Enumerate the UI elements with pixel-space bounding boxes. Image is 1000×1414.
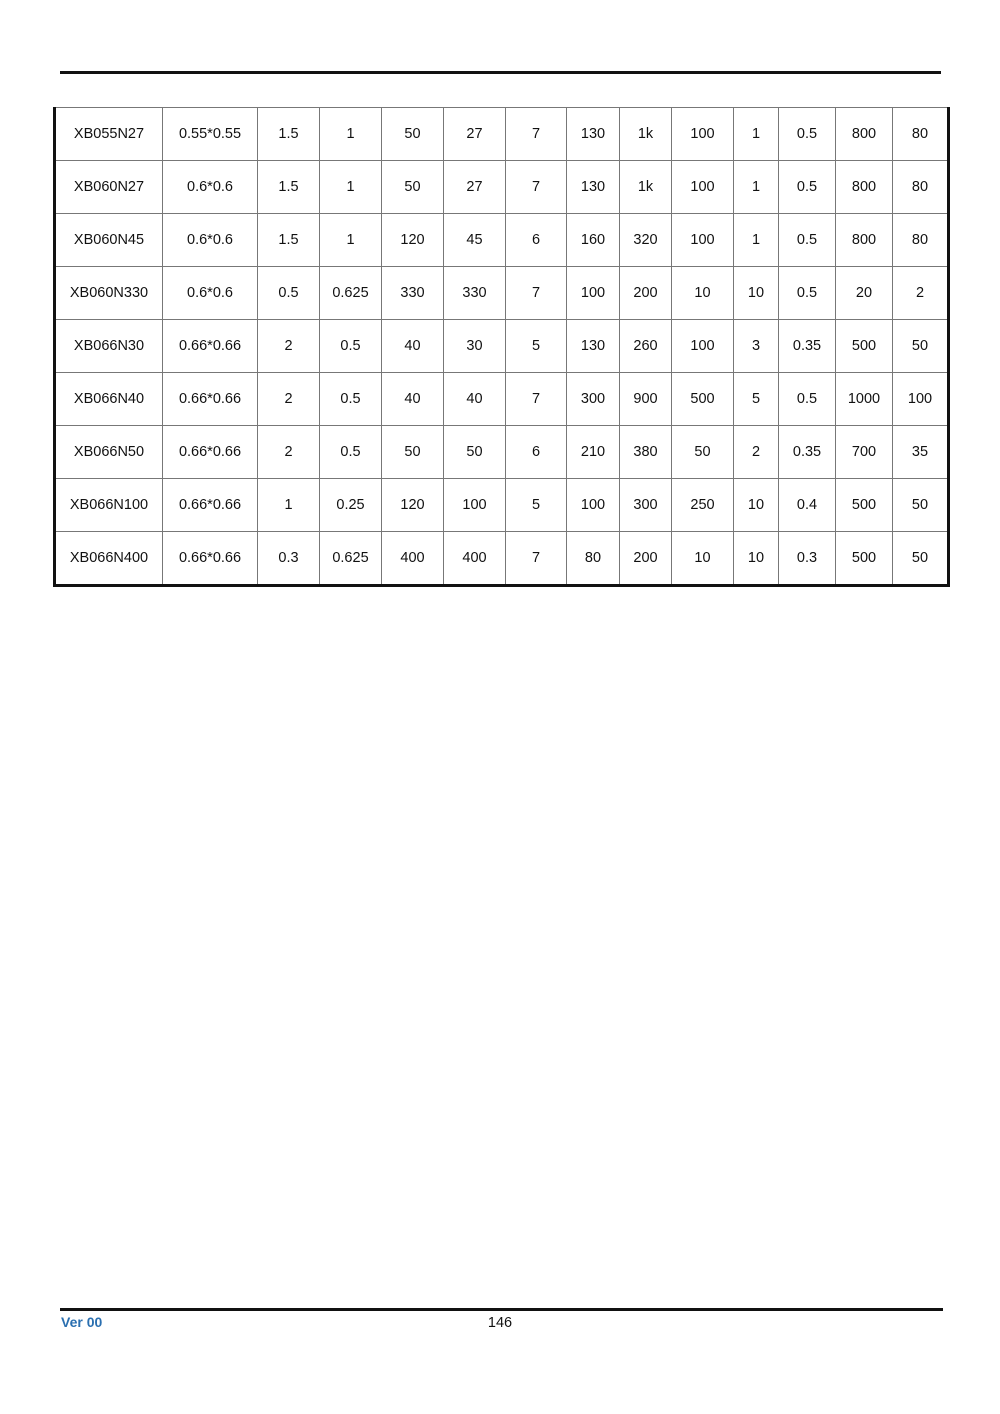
part-number-cell: XB066N30 [55,320,163,373]
table-cell: 210 [567,426,620,479]
table-cell: 400 [444,532,506,586]
table-cell: 0.625 [320,532,382,586]
table-cell: 5 [506,479,567,532]
spec-table [53,107,950,587]
table-cell: 20 [836,267,893,320]
table-cell: 1k [620,108,672,161]
table-cell: 10 [734,479,779,532]
table-cell: 0.5 [320,373,382,426]
table-cell: 7 [506,532,567,586]
table-row [55,161,949,214]
table-cell: 2 [258,320,320,373]
table-cell: 1 [320,214,382,267]
table-cell: 400 [382,532,444,586]
table-cell: 50 [444,426,506,479]
table-cell: 50 [382,426,444,479]
table-cell: 500 [672,373,734,426]
table-cell: 320 [620,214,672,267]
table-cell: 0.5 [320,426,382,479]
table-cell: 130 [567,161,620,214]
table-cell: 100 [567,479,620,532]
table-cell: 300 [567,373,620,426]
table-cell: 330 [444,267,506,320]
table-cell: 30 [444,320,506,373]
table-row [55,214,949,267]
table-cell: 50 [893,479,949,532]
table-cell: 1 [320,161,382,214]
table-cell: 0.5 [779,108,836,161]
table-cell: 0.66*0.66 [163,373,258,426]
table-cell: 1000 [836,373,893,426]
table-row [55,267,949,320]
table-cell: 2 [734,426,779,479]
table-cell: 800 [836,108,893,161]
table-cell: 7 [506,373,567,426]
table-cell: 300 [620,479,672,532]
table-cell: 0.6*0.6 [163,214,258,267]
table-cell: 120 [382,214,444,267]
part-number-cell: XB060N27 [55,161,163,214]
table-cell: 130 [567,320,620,373]
table-cell: 0.6*0.6 [163,267,258,320]
table-cell: 1 [734,161,779,214]
table-cell: 200 [620,532,672,586]
table-row [55,532,949,586]
table-cell: 0.35 [779,320,836,373]
table-cell: 27 [444,161,506,214]
table-cell: 1.5 [258,108,320,161]
table-cell: 40 [382,373,444,426]
table-cell: 500 [836,532,893,586]
table-cell: 0.5 [258,267,320,320]
table-cell: 250 [672,479,734,532]
table-row [55,320,949,373]
table-cell: 130 [567,108,620,161]
table-cell: 100 [567,267,620,320]
table-cell: 800 [836,214,893,267]
table-cell: 330 [382,267,444,320]
table-cell: 2 [258,426,320,479]
table-cell: 50 [893,532,949,586]
table-cell: 50 [382,161,444,214]
table-cell: 0.66*0.66 [163,320,258,373]
table-cell: 0.5 [779,214,836,267]
table-cell: 10 [672,267,734,320]
table-cell: 100 [893,373,949,426]
table-body [55,108,949,586]
table-cell: 2 [258,373,320,426]
table-cell: 40 [444,373,506,426]
table-row [55,373,949,426]
table-cell: 0.5 [779,267,836,320]
table-cell: 0.3 [258,532,320,586]
table-cell: 100 [672,214,734,267]
table-cell: 1 [258,479,320,532]
table-cell: 6 [506,214,567,267]
table-cell: 1 [320,108,382,161]
header-rule [60,71,941,74]
table-cell: 80 [893,108,949,161]
table-row [55,479,949,532]
table-cell: 0.5 [320,320,382,373]
table-row [55,108,949,161]
page-number: 146 [487,1315,513,1331]
table-cell: 0.66*0.66 [163,532,258,586]
table-cell: 45 [444,214,506,267]
table-cell: 1.5 [258,214,320,267]
table-cell: 0.66*0.66 [163,479,258,532]
table-cell: 5 [734,373,779,426]
part-number-cell: XB066N400 [55,532,163,586]
table-cell: 0.25 [320,479,382,532]
table-cell: 50 [672,426,734,479]
table-cell: 200 [620,267,672,320]
table-cell: 500 [836,479,893,532]
table-cell: 7 [506,161,567,214]
table-cell: 0.6*0.6 [163,161,258,214]
table-cell: 10 [734,532,779,586]
footer-version: Ver 00 [61,1314,103,1330]
table-cell: 1k [620,161,672,214]
table-cell: 0.4 [779,479,836,532]
table-cell: 160 [567,214,620,267]
table-cell: 1 [734,108,779,161]
part-number-cell: XB060N45 [55,214,163,267]
table-cell: 80 [567,532,620,586]
table-cell: 1.5 [258,161,320,214]
table-cell: 100 [672,108,734,161]
table-cell: 3 [734,320,779,373]
part-number-cell: XB055N27 [55,108,163,161]
table-cell: 380 [620,426,672,479]
table-cell: 6 [506,426,567,479]
part-number-cell: XB066N50 [55,426,163,479]
table-cell: 50 [893,320,949,373]
table-cell: 100 [672,320,734,373]
part-number-cell: XB066N100 [55,479,163,532]
table-cell: 80 [893,214,949,267]
table-cell: 80 [893,161,949,214]
table-cell: 0.66*0.66 [163,426,258,479]
table-cell: 0.3 [779,532,836,586]
table-cell: 35 [893,426,949,479]
table-cell: 0.55*0.55 [163,108,258,161]
table-cell: 10 [672,532,734,586]
table-cell: 0.35 [779,426,836,479]
table-cell: 0.5 [779,373,836,426]
table-cell: 800 [836,161,893,214]
part-number-cell: XB066N40 [55,373,163,426]
table-cell: 40 [382,320,444,373]
table-cell: 2 [893,267,949,320]
table-cell: 0.625 [320,267,382,320]
table-cell: 120 [382,479,444,532]
table-cell: 27 [444,108,506,161]
table-cell: 100 [444,479,506,532]
footer-rule [60,1308,943,1311]
table-cell: 700 [836,426,893,479]
table-cell: 0.5 [779,161,836,214]
table-cell: 260 [620,320,672,373]
table-cell: 900 [620,373,672,426]
table-cell: 1 [734,214,779,267]
table-cell: 100 [672,161,734,214]
table-cell: 50 [382,108,444,161]
table-cell: 10 [734,267,779,320]
table-cell: 7 [506,108,567,161]
table-cell: 500 [836,320,893,373]
table-row [55,426,949,479]
table-cell: 7 [506,267,567,320]
table-cell: 5 [506,320,567,373]
part-number-cell: XB060N330 [55,267,163,320]
